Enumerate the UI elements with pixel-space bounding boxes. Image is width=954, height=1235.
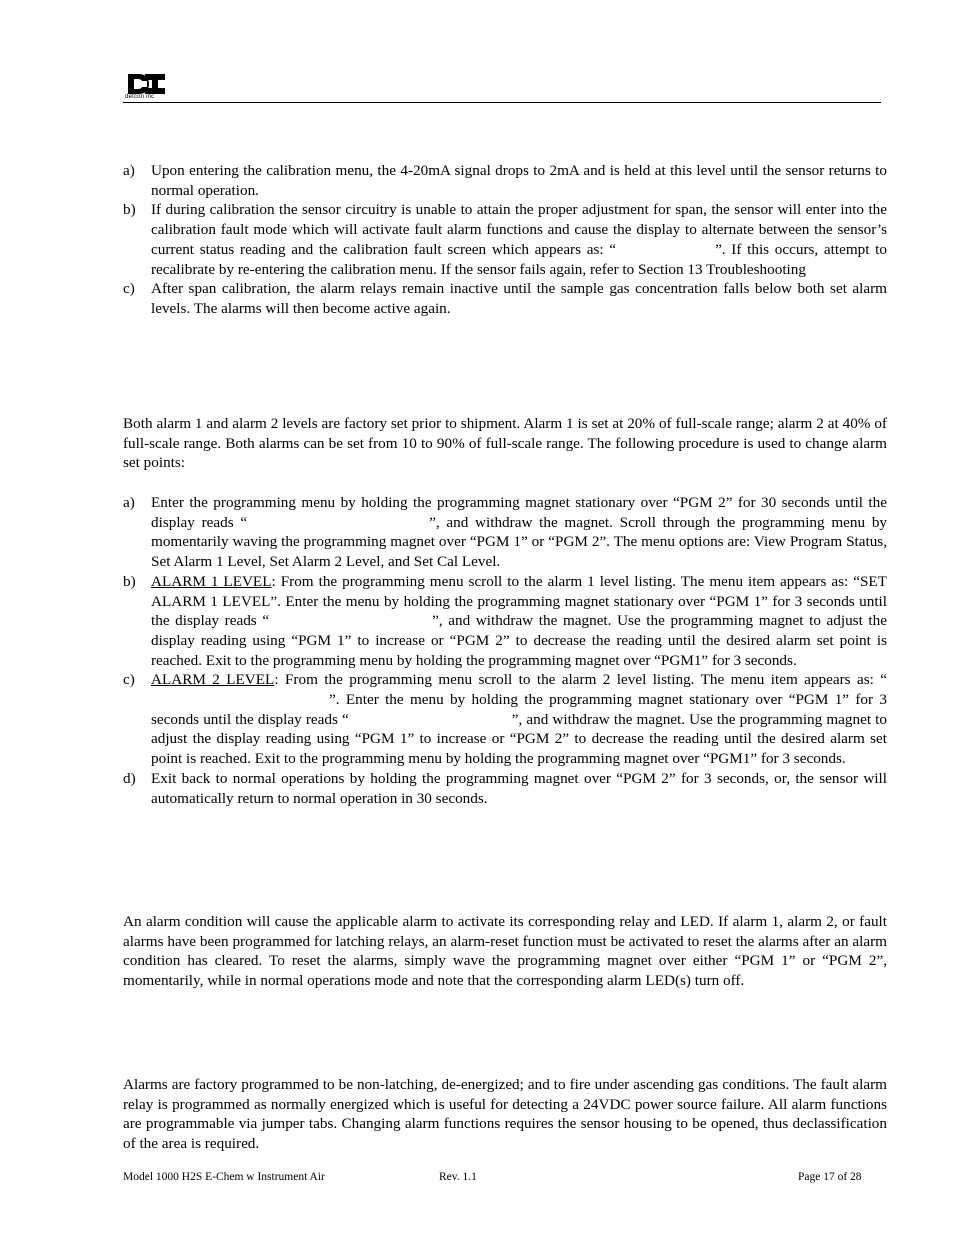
footer-page-number: Page 17 of 28 [798, 1171, 862, 1183]
list-item: a) Enter the programming menu by holding the programming magnet stationary over “PGM 2” for 30 seconds until the display reads “ ”, and withdraw the magnet. Scroll through the programming menu by momentarily waving the programming magnet over “PGM 1” or “PGM 2”. The menu options are: View Program Status, Set Alarm 1 Level, Set Alarm 2 Level, and Set Cal Level. [123, 494, 888, 571]
footer-model: Model 1000 H2S E-Chem w Instrument Air [123, 1171, 325, 1183]
alarm-intro-paragraph: Both alarm 1 and alarm 2 levels are factory set prior to shipment. Alarm 1 is set at 20% of full-scale range; alarm 2 at 40% of full-scale range. Both alarms can be set from 10 to 90% of full-scale range. The following procedure is used to change alarm set points: [123, 415, 887, 472]
logo-text: detcon inc [125, 94, 155, 100]
list-item-text: If during calibration the sensor circuitry is unable to attain the proper adjustment for span, the sensor will enter into the calibration fault mode which will activate fault alarm functions and cause the display to alternate between the sensor’s current status reading and the calibration fault screen which appears as: “ ”. If this occurs, attempt to recalibrate by re-entering the calibration menu. If the sensor fails again, refer to Section 13 Troubleshooting [151, 201, 887, 278]
list-item-text: ALARM 1 LEVEL: From the programming menu scroll to the alarm 1 level listing. The menu item appears as: “SET ALARM 1 LEVEL”. Enter the menu by holding the programming magnet stationary over “PGM 1” for 3 seconds until the display reads “ ”, and withdraw the magnet. Use the programming magnet to adjust the display reading using “PGM 1” to increase or “PGM 2” to decrease the reading until the desired alarm set point is reached. Exit to the programming menu by holding the programming magnet over “PGM1” for 3 seconds. [151, 572, 887, 669]
list-item: c) After span calibration, the alarm relays remain inactive until the sample gas concentration falls below both set alarm levels. The alarms will then become active again. [123, 280, 887, 317]
list-item-text: Enter the programming menu by holding the programming magnet stationary over “PGM 2” for 30 seconds until the display reads “ ”, and withdraw the magnet. Scroll through the programming menu by momentarily waving the programming magnet over “PGM 1” or “PGM 2”. The menu options are: View Program Status, Set Alarm 1 Level, Set Alarm 2 Level, and Set Cal Level. [151, 494, 888, 571]
alarm-steps [123, 493, 887, 808]
list-item-text: Exit back to normal operations by holding the programming magnet over “PGM 2” for 3 seconds, or, the sensor will automatically return to normal operation in 30 seconds. [151, 769, 887, 807]
footer-revision: Rev. 1.1 [439, 1171, 477, 1183]
list-item: c) ALARM 2 LEVEL: From the programming menu scroll to the alarm 2 level listing. The menu item appears as: “”. Enter the menu by holding the programming magnet stationary over “PGM 1” for 3 seconds until the display reads “ ”, and withdraw the magnet. Use the programming magnet to adjust the display reading using “PGM 1” to increase or “PGM 2” to decrease the reading until the desired alarm set point is reached. Exit to the programming menu by holding the programming magnet over “PGM1” for 3 seconds. [123, 671, 887, 768]
alarm-config-paragraph: Alarms are factory programmed to be non-latching, de-energized; and to fire under ascending gas conditions. The fault alarm relay is programmed as normally energized which is useful for detecting a 24VDC power source failure. All alarm functions are programmable via jumper tabs. Changing alarm functions requires the sensor housing to be opened, thus declassification of the area is required. [123, 1076, 887, 1153]
alarm-1-level-heading: ALARM 1 LEVEL [151, 572, 272, 590]
alarm-2-level-heading: ALARM 2 LEVEL [151, 671, 275, 689]
list-item: a) Upon entering the calibration menu, the 4-20mA signal drops to 2mA and is held at this level until the sensor returns to normal operation. [123, 162, 887, 199]
list-item-text: After span calibration, the alarm relays remain inactive until the sample gas concentration falls below both set alarm levels. The alarms will then become active again. [151, 280, 887, 317]
list-item-text: ALARM 2 LEVEL: From the programming menu scroll to the alarm 2 level listing. The menu item appears as: “”. Enter the menu by holding the programming magnet stationary over “PGM 1” for 3 seconds until the display reads “ ”, and withdraw the magnet. Use the programming magnet to adjust the display reading using “PGM 1” to increase or “PGM 2” to decrease the reading until the desired alarm set point is reached. Exit to the programming menu by holding the programming magnet over “PGM1” for 3 seconds. [151, 671, 887, 768]
list-item: d) Exit back to normal operations by holding the programming magnet over “PGM 2” for 3 seconds, or, the sensor will automatically return to normal operation in 30 seconds. [123, 769, 887, 807]
header-rule [123, 102, 881, 103]
list-item: b) ALARM 1 LEVEL: From the programming menu scroll to the alarm 1 level listing. The menu item appears as: “SET ALARM 1 LEVEL”. Enter the menu by holding the programming magnet stationary over “PGM 1” for 3 seconds until the display reads “ ”, and withdraw the magnet. Use the programming magnet to adjust the display reading using “PGM 1” to increase or “PGM 2” to decrease the reading until the desired alarm set point is reached. Exit to the programming menu by holding the programming magnet over “PGM1” for 3 seconds. [123, 572, 887, 669]
list-item-text: Upon entering the calibration menu, the 4-20mA signal drops to 2mA and is held at this level until the sensor returns to normal operation. [151, 162, 887, 199]
alarm-reset-paragraph: An alarm condition will cause the applicable alarm to activate its corresponding relay and LED. If alarm 1, alarm 2, or fault alarms have been programmed for latching relays, an alarm-reset function must be activated to reset the alarms after an alarm condition has cleared. To reset the alarms, simply wave the programming magnet over either “PGM 1” or “PGM 2”, momentarily, while in normal operations mode and note that the corresponding alarm LED(s) turn off. [123, 913, 887, 990]
calibration-notes [123, 161, 887, 319]
list-item: b) If during calibration the sensor circuitry is unable to attain the proper adjustment for span, the sensor will enter into the calibration fault mode which will activate fault alarm functions and cause the display to alternate between the sensor’s current status reading and the calibration fault screen which appears as: “ ”. If this occurs, attempt to recalibrate by re-entering the calibration menu. If the sensor fails again, refer to Section 13 Troubleshooting [123, 201, 887, 278]
